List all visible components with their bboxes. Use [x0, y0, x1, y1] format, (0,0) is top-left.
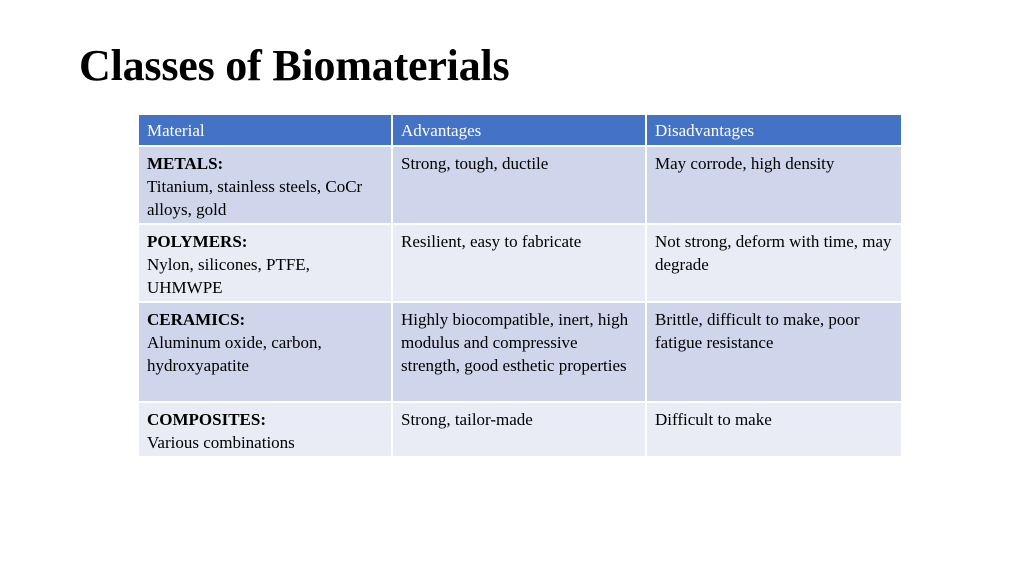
material-name: CERAMICS:: [147, 310, 246, 329]
disadvantages-cell: Difficult to make: [646, 402, 901, 457]
material-cell: [139, 302, 392, 402]
disadvantages-cell: Brittle, difficult to make, poor fatigue resistance: [646, 302, 901, 402]
advantages-cell: Highly biocompatible, inert, high modulus and compressive strength, good esthetic properties: [392, 302, 646, 402]
table-row-polymers: [139, 224, 901, 302]
disadvantages-cell: May corrode, high density: [646, 146, 901, 224]
material-cell: [139, 402, 392, 457]
header-disadvantages: Disadvantages: [646, 115, 901, 146]
advantages-cell: Strong, tough, ductile: [392, 146, 646, 224]
material-cell: [139, 224, 392, 302]
material-name: COMPOSITES:: [147, 410, 267, 429]
table-header-row: [139, 115, 901, 146]
header-material: Material: [139, 115, 392, 146]
material-examples: Nylon, silicones, PTFE, UHMWPE: [147, 255, 310, 297]
biomaterials-table: [139, 115, 901, 458]
advantages-cell: Strong, tailor-made: [392, 402, 646, 457]
material-examples: Aluminum oxide, carbon, hydroxyapatite: [147, 333, 322, 375]
material-cell: [139, 146, 392, 224]
table-row-metals: [139, 146, 901, 224]
material-name: METALS:: [147, 154, 224, 173]
disadvantages-cell: Not strong, deform with time, may degrade: [646, 224, 901, 302]
material-name: POLYMERS:: [147, 232, 248, 251]
material-examples: Titanium, stainless steels, CoCr alloys, gold: [147, 177, 363, 219]
table-row-ceramics: [139, 302, 901, 402]
table-row-composites: [139, 402, 901, 457]
header-advantages: Advantages: [392, 115, 646, 146]
page-title: Classes of Biomaterials: [79, 41, 510, 90]
advantages-cell: Resilient, easy to fabricate: [392, 224, 646, 302]
material-examples: Various combinations: [147, 433, 295, 452]
